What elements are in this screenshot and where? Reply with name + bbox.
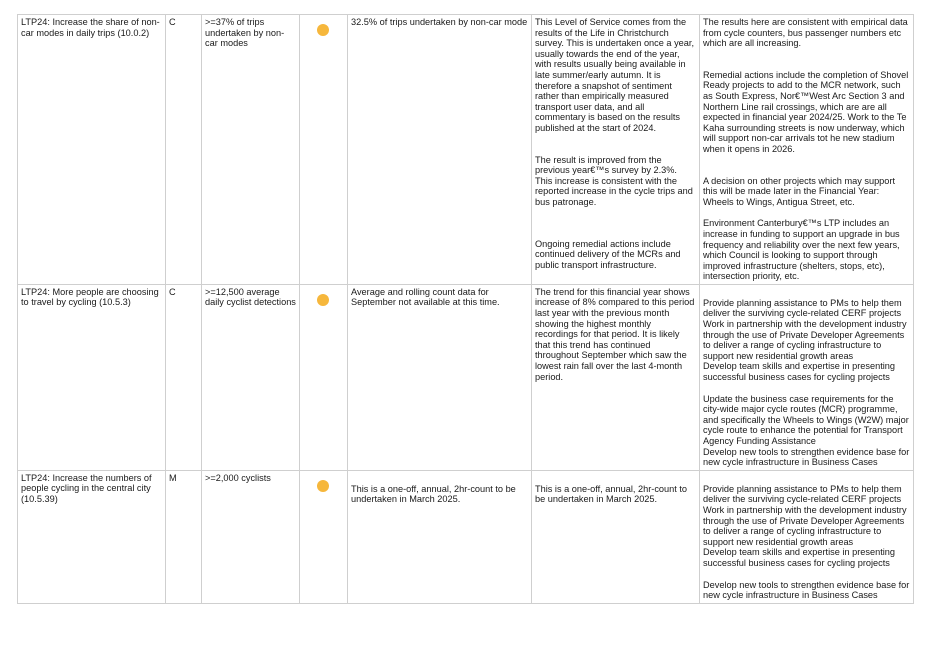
amber-status-icon: [317, 294, 329, 306]
measure-text: LTP24: Increase the numbers of people cycling in the central city (10.5.39): [21, 472, 152, 504]
actions-paragraph: A decision on other projects which may support this will be made later in the Financial Year: Wheels to Wings, Antigua Street, etc.: [703, 175, 896, 207]
actions-paragraph: The results here are consistent with empirical data from cycle counters, bus passenger numbers etc which are all increasing.: [703, 17, 908, 49]
table-row: [18, 470, 914, 603]
target-cell: [202, 470, 300, 603]
actions-paragraph: Develop new tools to strengthen evidence base for new cycle infrastructure in Business Cases: [703, 579, 910, 601]
measure-cell: [18, 470, 166, 603]
commentary-cell: [532, 15, 700, 285]
code-cell: [166, 470, 202, 603]
commentary-cell: [532, 284, 700, 470]
target-text: >=12,500 average daily cyclist detections: [205, 286, 296, 308]
measure-cell: [18, 15, 166, 285]
amber-status-icon: [317, 24, 329, 36]
commentary-paragraph: This Level of Service comes from the results of the Life in Christchurch survey. This is undertaken once a year, usually towards the end of the year, with results usually being available in late summer/early autumn. It is therefore a snapshot of sentiment rather than empirically measured transport user data, and all commentary is based on the results published at the start of 2024.: [535, 17, 694, 133]
actual-cell: [348, 15, 532, 285]
code-cell: [166, 284, 202, 470]
table-row: [18, 284, 914, 470]
code-cell: [166, 15, 202, 285]
commentary-paragraph: The trend for this financial year shows increase of 8% compared to this period last year with the previous month showing the highest monthly recordings for that period. It is likely that this trend has continued throughout September which saw the lowest rain fall over the last 4-month period.: [535, 286, 695, 382]
target-text: >=37% of trips undertaken by non-car modes: [205, 17, 285, 49]
commentary-paragraph: The result is improved from the previous year€™s survey by 2.3%. This increase is consistent with the reported increase in the cycle trips and bus patronage.: [535, 154, 693, 207]
measure-text: LTP24: Increase the share of non-car modes in daily trips (10.0.2): [21, 17, 160, 38]
table-row: [18, 15, 914, 285]
commentary-paragraph: Ongoing remedial actions include continued delivery of the MCRs and public transport infrastructure.: [535, 238, 681, 270]
status-cell: [300, 470, 348, 603]
measure-cell: [18, 284, 166, 470]
status-cell: [300, 284, 348, 470]
actual-cell: [348, 470, 532, 603]
target-cell: [202, 15, 300, 285]
actual-text: Average and rolling count data for September not available at this time.: [351, 286, 500, 308]
performance-measures-table: [17, 14, 914, 604]
target-cell: [202, 284, 300, 470]
status-cell: [300, 15, 348, 285]
actions-paragraph: Update the business case requirements for the city-wide major cycle routes (MCR) programme, and specifically the Wheels to Wings (W2W) major cycle route to enhance the potential for Transport Agency Funding Assistance Develop new tools to strengthen evidence base for new cycle infrastructure in Business Cases: [703, 393, 910, 468]
actions-paragraph: Provide planning assistance to PMs to help them deliver the surviving cycle-related CERF projects Work in partnership with the development industry through the use of Private Developer Agreements to deliver a range of cycling infrastructure to support new residential growth areas Develop team skills and expertise in presenting successful business cases for cycling projects: [703, 297, 907, 383]
actual-text: 32.5% of trips undertaken by non-car mode: [351, 17, 528, 27]
actions-paragraph: Remedial actions include the completion of Shovel Ready projects to add to the MCR network, such as South Express, Nor€™West Arc Section 3 and Northern Line rail crossings, which are are all expected in financial year 2024/25. Work to the Te Kaha surrounding streets is now underway, which will support non-car arrivals tot he new stadium when it opens in 2026.: [703, 69, 909, 154]
measure-text: LTP24: More people are choosing to travel by cycling (10.5.3): [21, 286, 159, 308]
actions-paragraph: Environment Canterbury€™s LTP includes an increase in funding to support an upgrade in bus frequency and reliability over the next few years, which Council is looking to support through improved infrastructure (shelters, stops, etc), intersection priority, etc.: [703, 218, 900, 282]
actions-cell: [700, 470, 914, 603]
code-text: C: [169, 17, 176, 27]
commentary-cell: [532, 470, 700, 603]
code-text: M: [169, 472, 177, 483]
actual-cell: [348, 284, 532, 470]
actions-paragraph: Provide planning assistance to PMs to help them deliver the surviving cycle-related CERF projects Work in partnership with the development industry through the use of Private Developer Agreements to deliver a range of cycling infrastructure to support new residential growth areas Develop team skills and expertise in presenting successful business cases for cycling projects: [703, 483, 907, 568]
target-text: >=2,000 cyclists: [205, 472, 271, 483]
actual-text: This is a one-off, annual, 2hr-count to be undertaken in March 2025.: [351, 483, 516, 505]
amber-status-icon: [317, 480, 329, 492]
commentary-paragraph: This is a one-off, annual, 2hr-count to be undertaken in March 2025.: [535, 483, 688, 505]
actions-cell: [700, 284, 914, 470]
code-text: C: [169, 286, 176, 297]
actions-cell: [700, 15, 914, 285]
